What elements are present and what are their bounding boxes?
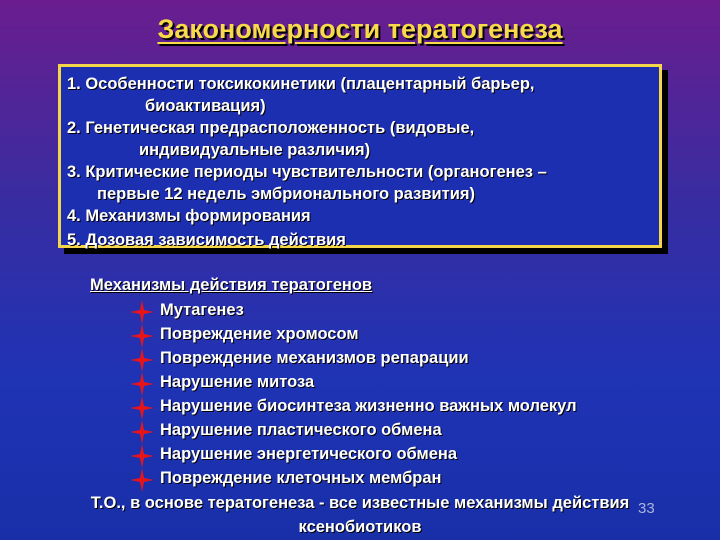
principle-item-4: 4. Механизмы формирования [67, 207, 311, 225]
principle-3-line2: первые 12 недель эмбрионального развития) [97, 185, 475, 203]
red-star-bullet-icon [130, 324, 154, 348]
conclusion-line-2: ксенобиотиков [298, 518, 422, 536]
mechanisms-heading: Механизмы действия тератогенов [90, 276, 373, 294]
principle-item-1 [67, 73, 535, 117]
principle-3-line1: 3. Критические периоды чувствительности (органогенез – [67, 163, 547, 181]
principle-2-line2: индивидуальные различия) [139, 141, 371, 159]
mechanism-label: Повреждение хромосом [160, 325, 359, 343]
principle-1-line2: биоактивация) [145, 97, 266, 115]
principle-item-3 [67, 161, 547, 205]
principle-1-line1: 1. Особенности токсикокинетики (плацентарный барьер, [67, 75, 535, 93]
red-star-bullet-icon [130, 420, 154, 444]
slide-title: Закономерности тератогенеза [157, 14, 563, 44]
mechanism-label: Повреждение механизмов репарации [160, 349, 469, 367]
red-star-bullet-icon [130, 444, 154, 468]
principle-item-2 [67, 117, 474, 161]
mechanism-label: Повреждение клеточных мембран [160, 469, 442, 487]
mechanism-label: Нарушение биосинтеза жизненно важных молекул [160, 397, 577, 415]
red-star-bullet-icon [130, 372, 154, 396]
principles-box [58, 64, 662, 248]
mechanism-label: Нарушение энергетического обмена [160, 445, 458, 463]
red-star-bullet-icon [130, 348, 154, 372]
mechanism-label: Нарушение митоза [160, 373, 315, 391]
principle-2-line1: 2. Генетическая предрасположенность (видовые, [67, 119, 475, 137]
mechanism-label: Мутагенез [160, 301, 244, 319]
red-star-bullet-icon [130, 468, 154, 492]
mechanism-label: Нарушение пластического обмена [160, 421, 442, 439]
slide-page-number: 33 [638, 500, 655, 517]
red-star-bullet-icon [130, 396, 154, 420]
conclusion-line-1: Т.О., в основе тератогенеза - все известные механизмы действия [90, 494, 630, 512]
red-star-bullet-icon [130, 300, 154, 324]
principle-item-5: 5. Дозовая зависимость действия [67, 231, 346, 249]
conclusion-text [0, 491, 720, 539]
